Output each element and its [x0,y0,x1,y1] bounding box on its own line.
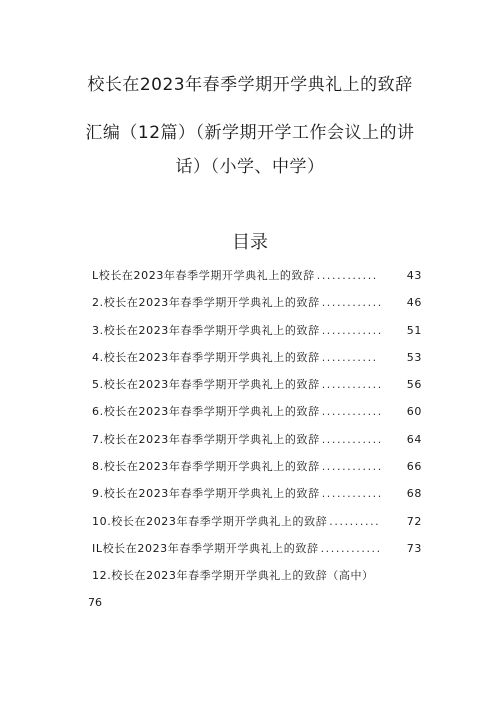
toc-entry-number: 6 [92,405,100,419]
toc-entry-number: 12. [92,569,112,583]
toc-leader-dots: ............ [321,432,383,446]
toc-entry[interactable] [92,375,422,402]
toc-entry-title: 校长在2023年春季学期开学典礼上的致辞（高中） [111,569,374,583]
toc-leader-dots: ............ [321,323,383,337]
toc-entry-number: 9 [92,487,100,501]
toc-entry[interactable] [92,484,422,511]
toc-entry-title: .校长在2023年春季学期开学典礼上的致辞 [99,432,320,446]
toc-entry-number: 2 [92,296,100,310]
toc-entry-page: 46 [406,296,422,310]
toc-entry[interactable] [92,457,422,484]
toc-entry-page: 56 [406,378,422,392]
toc-entry-title: .校长在2023年春季学期开学典礼上的致辞 [99,487,320,501]
toc-entry-title: .校长在2023年春季学期开学典礼上的致辞 [99,323,320,337]
toc-leader-dots: ............ [321,378,383,392]
toc-entry-title: .校长在2023年春季学期开学典礼上的致辞 [99,350,320,364]
toc-entry[interactable] [92,266,422,293]
toc-entry[interactable] [92,321,422,348]
toc-entry[interactable] [92,402,422,429]
toc-entry-title: 校长在2023年春季学期开学典礼上的致辞 [102,541,319,555]
toc-entry[interactable] [92,293,422,320]
toc-entry-page: 72 [406,514,422,528]
toc-leader-dots: ............ [321,487,383,501]
toc-entry-number: 8 [92,460,100,474]
toc-entry-title: 校长在2023年春季学期开学典礼上的致辞 [98,269,315,282]
toc-entry-title: .校长在2023年春季学期开学典礼上的致辞 [99,460,320,474]
toc-entry-page: 53 [406,350,422,364]
toc-leader-dots: ........... [321,350,378,364]
toc-entry[interactable] [92,539,422,566]
toc-leader-dots: ............ [321,460,383,474]
toc-leader-dots: ............ [316,269,378,282]
toc-entry-page: 66 [406,460,422,474]
toc-entry-page: 51 [406,323,422,337]
toc-entry-page: 68 [406,487,422,501]
toc-entry-page: 73 [406,541,422,555]
toc-leader-dots: .......... [329,514,381,528]
toc-entry[interactable] [92,566,422,593]
toc-entry-number: 4 [92,350,100,364]
toc-entry-title: .校长在2023年春季学期开学典礼上的致辞 [99,405,320,419]
toc-leader-dots: ............ [320,541,382,555]
toc-heading: 目录 [232,232,268,253]
title-line-3: 话）（小学、中学） [175,157,325,177]
toc-entry-title: .校长在2023年春季学期开学典礼上的致辞 [99,296,320,310]
toc-entry-page: 43 [406,269,422,282]
toc-entry-page: 64 [406,432,422,446]
toc-entry[interactable] [92,430,422,457]
toc-entry-number: 7 [92,432,100,446]
title-line-1: 校长在2023年春季学期开学典礼上的致辞 [87,75,413,95]
toc-entry-number: 5 [92,378,100,392]
table-of-contents [92,266,422,594]
toc-entry[interactable] [92,348,422,375]
toc-entry-number: IL [92,541,103,555]
toc-entry-number: 10 [92,514,108,528]
toc-leader-dots: ............ [321,405,383,419]
toc-leader-dots: ............ [321,296,383,310]
toc-wrapped-page-number: 76 [88,596,102,609]
toc-entry-number: 3 [92,323,100,337]
toc-entry-title: .校长在2023年春季学期开学典礼上的致辞 [107,514,328,528]
toc-entry-title: .校长在2023年春季学期开学典礼上的致辞 [99,378,320,392]
toc-entry[interactable] [92,512,422,539]
toc-entry-page: 60 [406,405,422,419]
title-line-2: 汇编（12篇）（新学期开学工作会议上的讲 [85,123,415,143]
toc-entry-number: L [92,269,99,282]
